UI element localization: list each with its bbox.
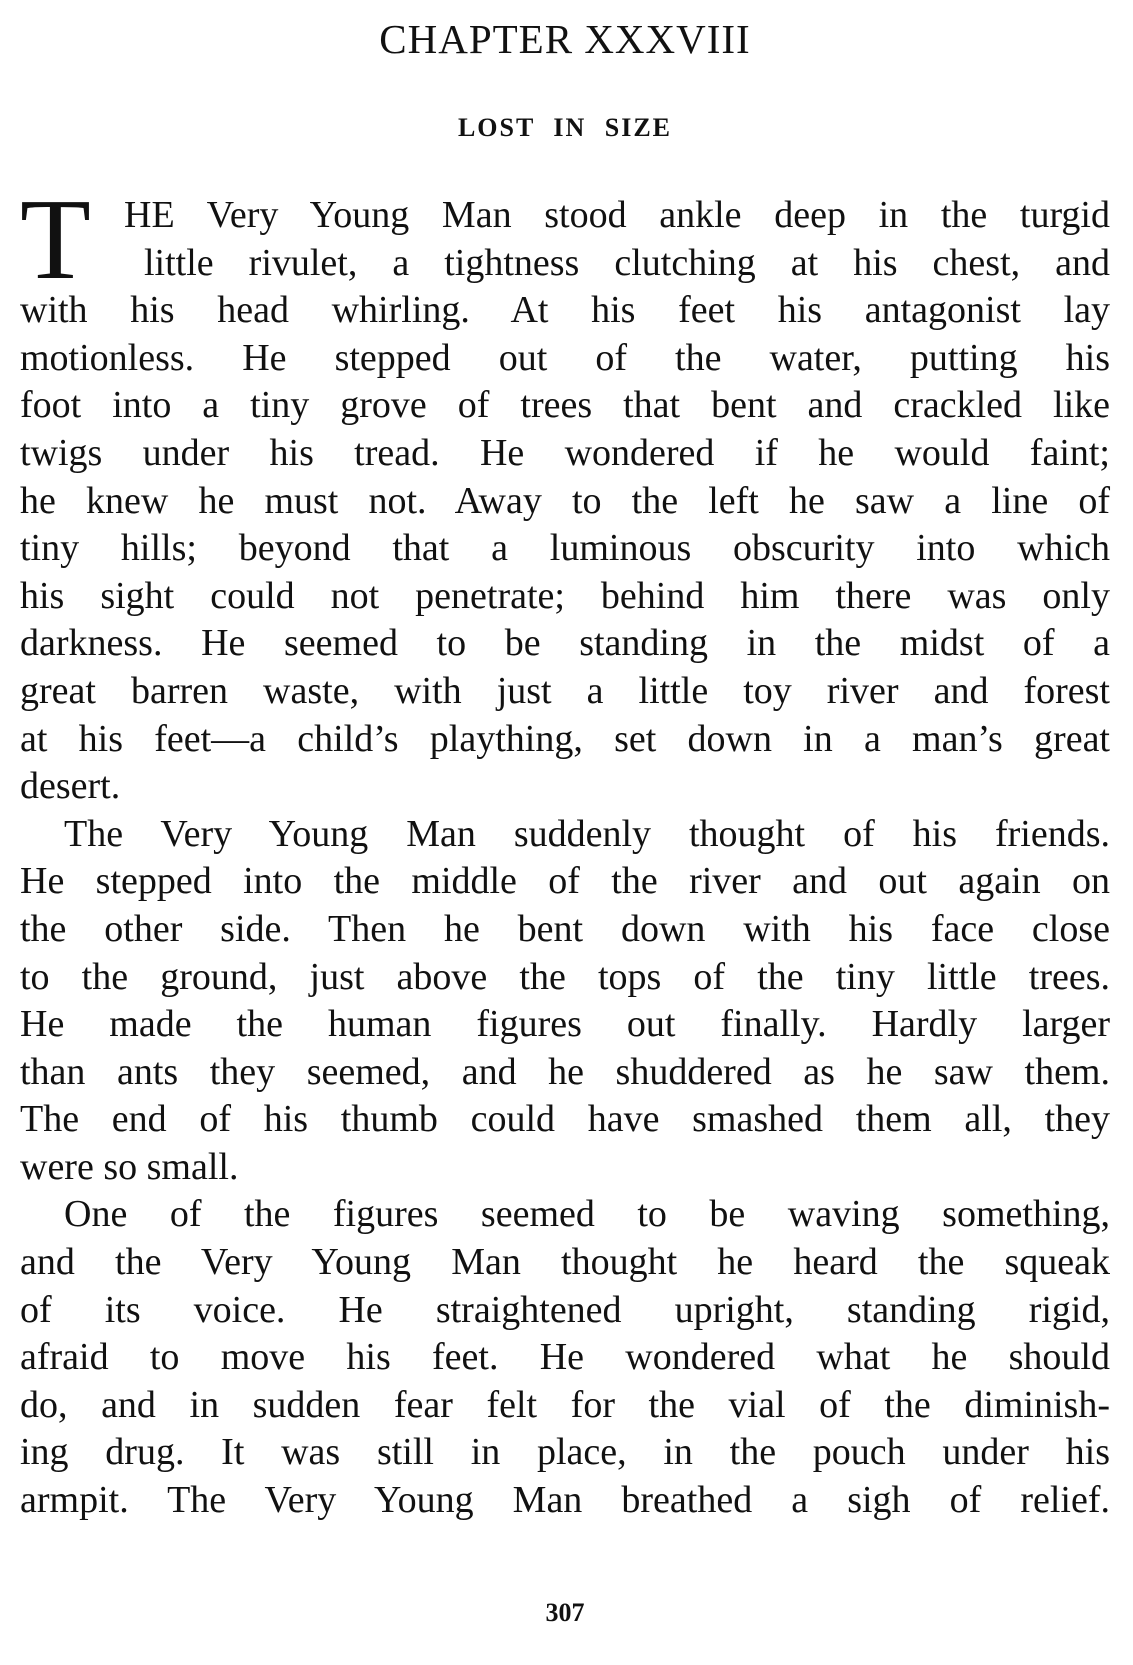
text-line: to the ground, just above the tops of the tiny little trees.: [20, 955, 1110, 998]
text-line: were so small.: [20, 1145, 239, 1188]
text-line: afraid to move his feet. He wondered what he should: [20, 1336, 1110, 1379]
drop-cap: T: [20, 176, 91, 304]
text-line: twigs under his tread. He wondered if he would faint;: [20, 431, 1110, 474]
text-line: the other side. Then he bent down with his face close: [20, 907, 1110, 950]
page-number: 307: [545, 1598, 585, 1627]
text-line: his sight could not penetrate; behind him there was only: [20, 574, 1110, 617]
text-line: motionless. He stepped out of the water, putting his: [20, 336, 1110, 379]
text-line: ing drug. It was still in place, in the pouch under his: [20, 1431, 1110, 1474]
text-line: do, and in sudden fear felt for the vial of the diminish-: [20, 1383, 1110, 1426]
paragraph: [20, 1191, 1110, 1524]
text-line: great barren waste, with just a little toy river and forest: [20, 669, 1110, 712]
text-line: He stepped into the middle of the river and out again on: [20, 860, 1110, 903]
text-line: The end of his thumb could have smashed them all, they: [20, 1098, 1110, 1141]
text-line: and the Very Young Man thought he heard the squeak: [20, 1241, 1110, 1284]
paragraph: [20, 811, 1110, 1192]
text-line: One of the figures seemed to be waving something,: [64, 1193, 1110, 1236]
text-line: armpit. The Very Young Man breathed a sigh of relief.: [20, 1479, 1110, 1522]
text-line: little rivulet, a tightness clutching at his chest, and: [144, 241, 1110, 284]
text-line: foot into a tiny grove of trees that bent and crackled like: [20, 384, 1110, 427]
text-line: desert.: [20, 765, 121, 808]
paragraph: [20, 176, 1110, 811]
text-line: than ants they seemed, and he shuddered as he saw them.: [20, 1050, 1110, 1093]
text-line: tiny hills; beyond that a luminous obscurity into which: [20, 527, 1110, 570]
text-line: of its voice. He straightened upright, standing rigid,: [20, 1288, 1110, 1331]
chapter-subtitle: LOST IN SIZE: [457, 113, 673, 142]
text-line: HE Very Young Man stood ankle deep in the turgid: [124, 194, 1110, 236]
text-line: He made the human figures out finally. Hardly larger: [20, 1003, 1110, 1046]
body-text: [20, 176, 1110, 1525]
text-line: at his feet—a child’s plaything, set down in a man’s great: [20, 717, 1110, 760]
text-line: The Very Young Man suddenly thought of his friends.: [64, 812, 1110, 855]
book-page: [20, 0, 1110, 1665]
chapter-heading: CHAPTER XXXVIII: [379, 16, 751, 62]
text-line: darkness. He seemed to be standing in the midst of a: [20, 622, 1110, 665]
text-line: he knew he must not. Away to the left he saw a line of: [20, 479, 1110, 522]
text-line: with his head whirling. At his feet his antagonist lay: [20, 289, 1110, 332]
